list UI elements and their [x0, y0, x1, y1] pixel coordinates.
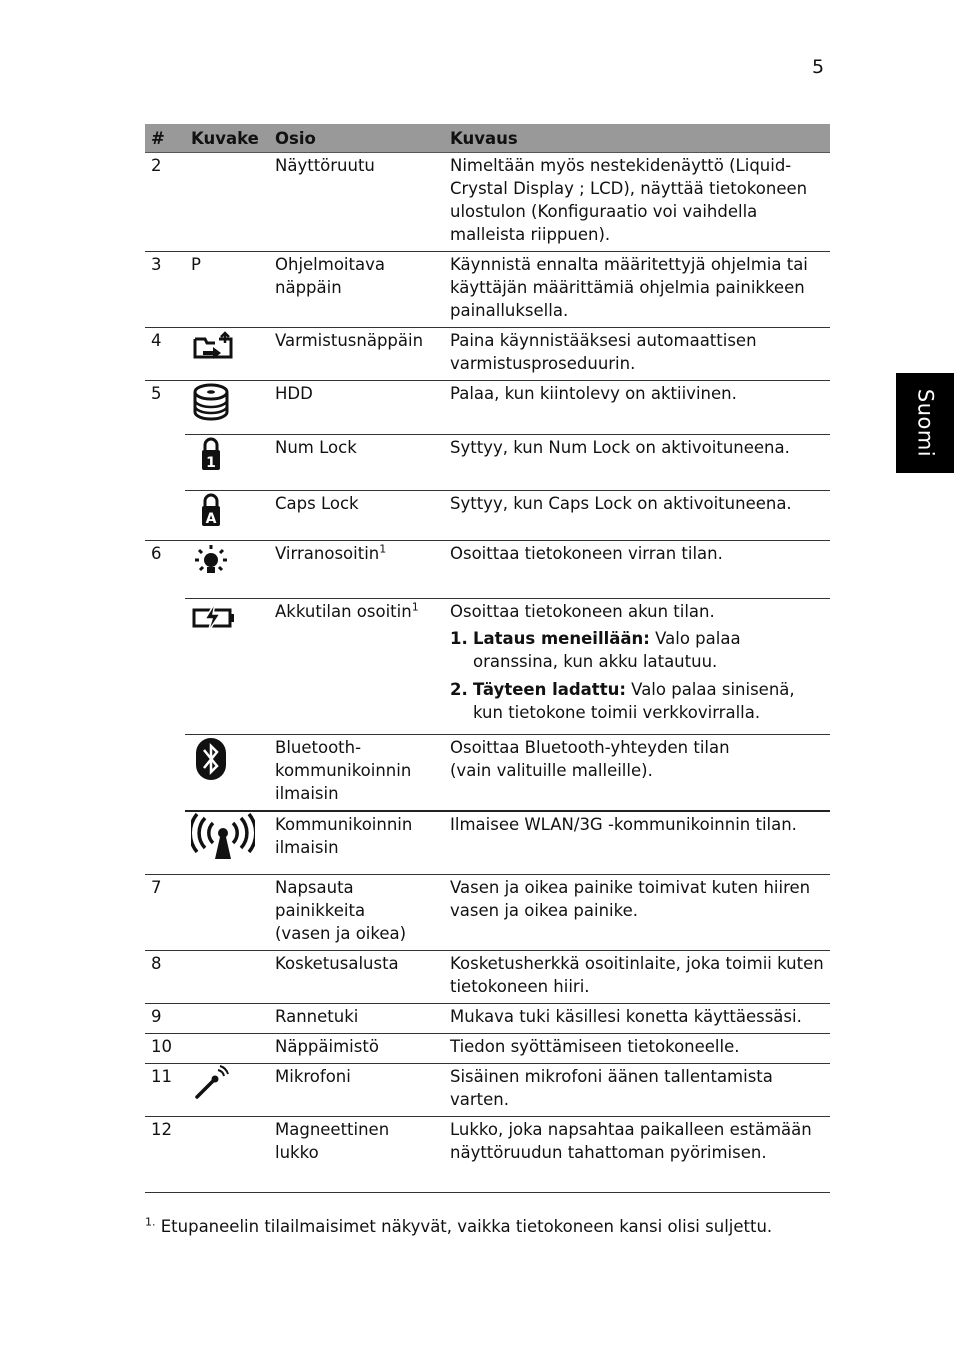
row-icon-cell: [185, 735, 269, 812]
row-part-line: lukko: [275, 1142, 319, 1162]
row-icon-cell: [185, 381, 269, 435]
list-item: [450, 627, 828, 673]
row-icon-cell: [185, 1063, 269, 1116]
footnote: [145, 1215, 772, 1238]
row-part: Näppäimistö: [269, 1033, 444, 1063]
table-row: [145, 735, 830, 812]
row-part: Mikrofoni: [269, 1063, 444, 1116]
table-row: [145, 1063, 830, 1116]
row-part: [269, 541, 444, 599]
footnote-ref: 1: [379, 542, 387, 556]
row-part-line: ilmaisin: [275, 784, 339, 803]
row-description: Kosketusherkkä osoitinlaite, joka toimii kuten tietokoneen hiiri.: [444, 950, 830, 1003]
svg-text:1: 1: [206, 455, 216, 471]
backup-icon: [191, 329, 237, 361]
row-part: [269, 874, 444, 950]
components-table: [145, 124, 830, 1193]
row-part-line: kommunikoinnin: [275, 761, 412, 780]
row-part-line: Kommunikoinnin: [275, 815, 413, 834]
row-number: 8: [145, 950, 185, 1003]
row-icon-cell: [185, 1033, 269, 1063]
battery-status-list: [450, 627, 828, 724]
header-desc: Kuvaus: [444, 124, 830, 153]
row-number: 3: [145, 252, 185, 328]
row-part-line: (vasen ja oikea): [275, 923, 407, 943]
row-icon-cell: [185, 491, 269, 541]
row-description: [444, 599, 830, 735]
row-part-line: painikkeita: [275, 900, 366, 920]
hdd-icon: [191, 382, 231, 424]
row-description: Mukava tuki käsillesi konetta käyttäessäsi.: [444, 1003, 830, 1033]
row-part: [269, 252, 444, 328]
row-part: Varmistusnäppäin: [269, 328, 444, 381]
list-item-term: Täyteen ladattu:: [473, 680, 626, 699]
row-description: Sisäinen mikrofoni äänen tallentamista varten.: [444, 1063, 830, 1116]
power-indicator-icon: [191, 542, 231, 582]
row-number: 4: [145, 328, 185, 381]
row-part-line: Magneettinen: [275, 1119, 390, 1139]
microphone-icon: [191, 1065, 231, 1101]
row-part: Näyttöruutu: [275, 156, 375, 175]
table-row: [145, 491, 830, 541]
svg-text:A: A: [205, 511, 217, 527]
list-item-number: 1.: [450, 629, 468, 648]
table-row: [145, 599, 830, 735]
bluetooth-icon: [191, 736, 231, 782]
row-icon-cell: [185, 435, 269, 491]
row-part-line: näppäin: [275, 278, 342, 297]
row-part: [269, 1116, 444, 1192]
table-row: [145, 153, 830, 252]
row-icon-cell: [185, 950, 269, 1003]
row-part: [269, 735, 444, 812]
table-row: [145, 328, 830, 381]
row-number: 9: [145, 1003, 185, 1033]
row-part-line: Ohjelmoitava: [275, 255, 385, 274]
list-item-term: Lataus meneillään:: [473, 629, 650, 648]
row-part-text: Virranosoitin: [275, 544, 380, 563]
row-description: [444, 735, 830, 812]
row-description-text: Osoittaa tietokoneen akun tilan.: [450, 602, 715, 621]
row-description: Syttyy, kun Num Lock on aktivoituneena.: [444, 435, 830, 491]
table-row: [145, 950, 830, 1003]
header-icon: Kuvake: [185, 124, 269, 153]
table-row: [145, 381, 830, 435]
language-tab: [896, 373, 954, 473]
row-part-text: Akkutilan osoitin: [275, 602, 412, 621]
wireless-icon: [191, 813, 255, 861]
row-part: HDD: [269, 381, 444, 435]
num-lock-icon: [191, 436, 231, 472]
header-part: Osio: [269, 124, 444, 153]
table-row: [145, 1033, 830, 1063]
row-part: Kosketusalusta: [269, 950, 444, 1003]
list-item-text: Valo palaa sinisenä, kun tietokone toimii verkkovirralla.: [473, 680, 795, 722]
row-number: 2: [151, 156, 162, 175]
row-description: Syttyy, kun Caps Lock on aktivoituneena.: [444, 491, 830, 541]
caps-lock-icon: [191, 492, 231, 528]
p-key-label: P: [185, 252, 269, 328]
list-item-number: 2.: [450, 680, 468, 699]
table-row: [145, 541, 830, 599]
row-part-line: ilmaisin: [275, 838, 339, 857]
list-item: [450, 678, 828, 724]
row-part: Caps Lock: [269, 491, 444, 541]
footnote-ref: 1: [411, 600, 419, 614]
table-row: [145, 1116, 830, 1192]
list-item-text: Valo palaa oranssina, kun akku latautuu.: [473, 629, 741, 671]
row-icon-cell: [185, 1003, 269, 1033]
row-part: Rannetuki: [269, 1003, 444, 1033]
row-description-line: (vain valituille malleille).: [450, 761, 653, 780]
row-description: Vasen ja oikea painike toimivat kuten hiiren vasen ja oikea painike.: [444, 874, 830, 950]
row-number: 5: [145, 381, 185, 541]
row-icon-cell: [185, 811, 269, 874]
row-part: [269, 599, 444, 735]
row-number: 10: [145, 1033, 185, 1063]
page-number: 5: [812, 56, 825, 78]
battery-indicator-icon: [191, 600, 237, 634]
table-row: [145, 435, 830, 491]
row-description: Palaa, kun kiintolevy on aktiivinen.: [444, 381, 830, 435]
row-description-line: Osoittaa Bluetooth-yhteyden tilan: [450, 738, 730, 757]
row-number: 7: [145, 874, 185, 950]
row-description: Ilmaisee WLAN/3G -kommunikoinnin tilan.: [444, 811, 830, 874]
row-description: Käynnistä ennalta määritettyjä ohjelmia tai käyttäjän määrittämiä ohjelmia painikkeen painalluksella.: [444, 252, 830, 328]
row-description: Osoittaa tietokoneen virran tilan.: [444, 541, 830, 599]
footnote-mark: 1.: [145, 1215, 156, 1229]
table-row: [145, 252, 830, 328]
table-row: [145, 1003, 830, 1033]
row-number: 6: [145, 541, 185, 875]
header-num: #: [145, 124, 185, 153]
footnote-text: Etupaneelin tilailmaisimet näkyvät, vaikka tietokoneen kansi olisi suljettu.: [160, 1217, 773, 1236]
row-icon-cell: [185, 874, 269, 950]
row-part-line: Napsauta: [275, 877, 354, 897]
table-header-row: [145, 124, 830, 153]
table-row: [145, 811, 830, 874]
row-icon-cell: [185, 328, 269, 381]
row-icon-cell: [185, 599, 269, 735]
row-part-line: Bluetooth-: [275, 738, 362, 757]
row-icon-cell: [185, 153, 269, 252]
row-icon-cell: [185, 1116, 269, 1192]
row-part: [269, 811, 444, 874]
row-description: Lukko, joka napsahtaa paikalleen estämään näyttöruudun tahattoman pyörimisen.: [444, 1116, 830, 1192]
row-part: Num Lock: [269, 435, 444, 491]
row-description: Paina käynnistääksesi automaattisen varmistusproseduurin.: [444, 328, 830, 381]
language-tab-label: Suomi: [913, 388, 938, 458]
row-number: 12: [145, 1116, 185, 1192]
row-description: Nimeltään myös nestekidenäyttö (Liquid-Crystal Display ; LCD), näyttää tietokoneen ulostulon (Konfiguraatio voi vaihdella malleista riippuen).: [450, 156, 808, 244]
row-description: Tiedon syöttämiseen tietokoneelle.: [444, 1033, 830, 1063]
table-row: [145, 874, 830, 950]
row-icon-cell: [185, 541, 269, 599]
row-number: 11: [145, 1063, 185, 1116]
